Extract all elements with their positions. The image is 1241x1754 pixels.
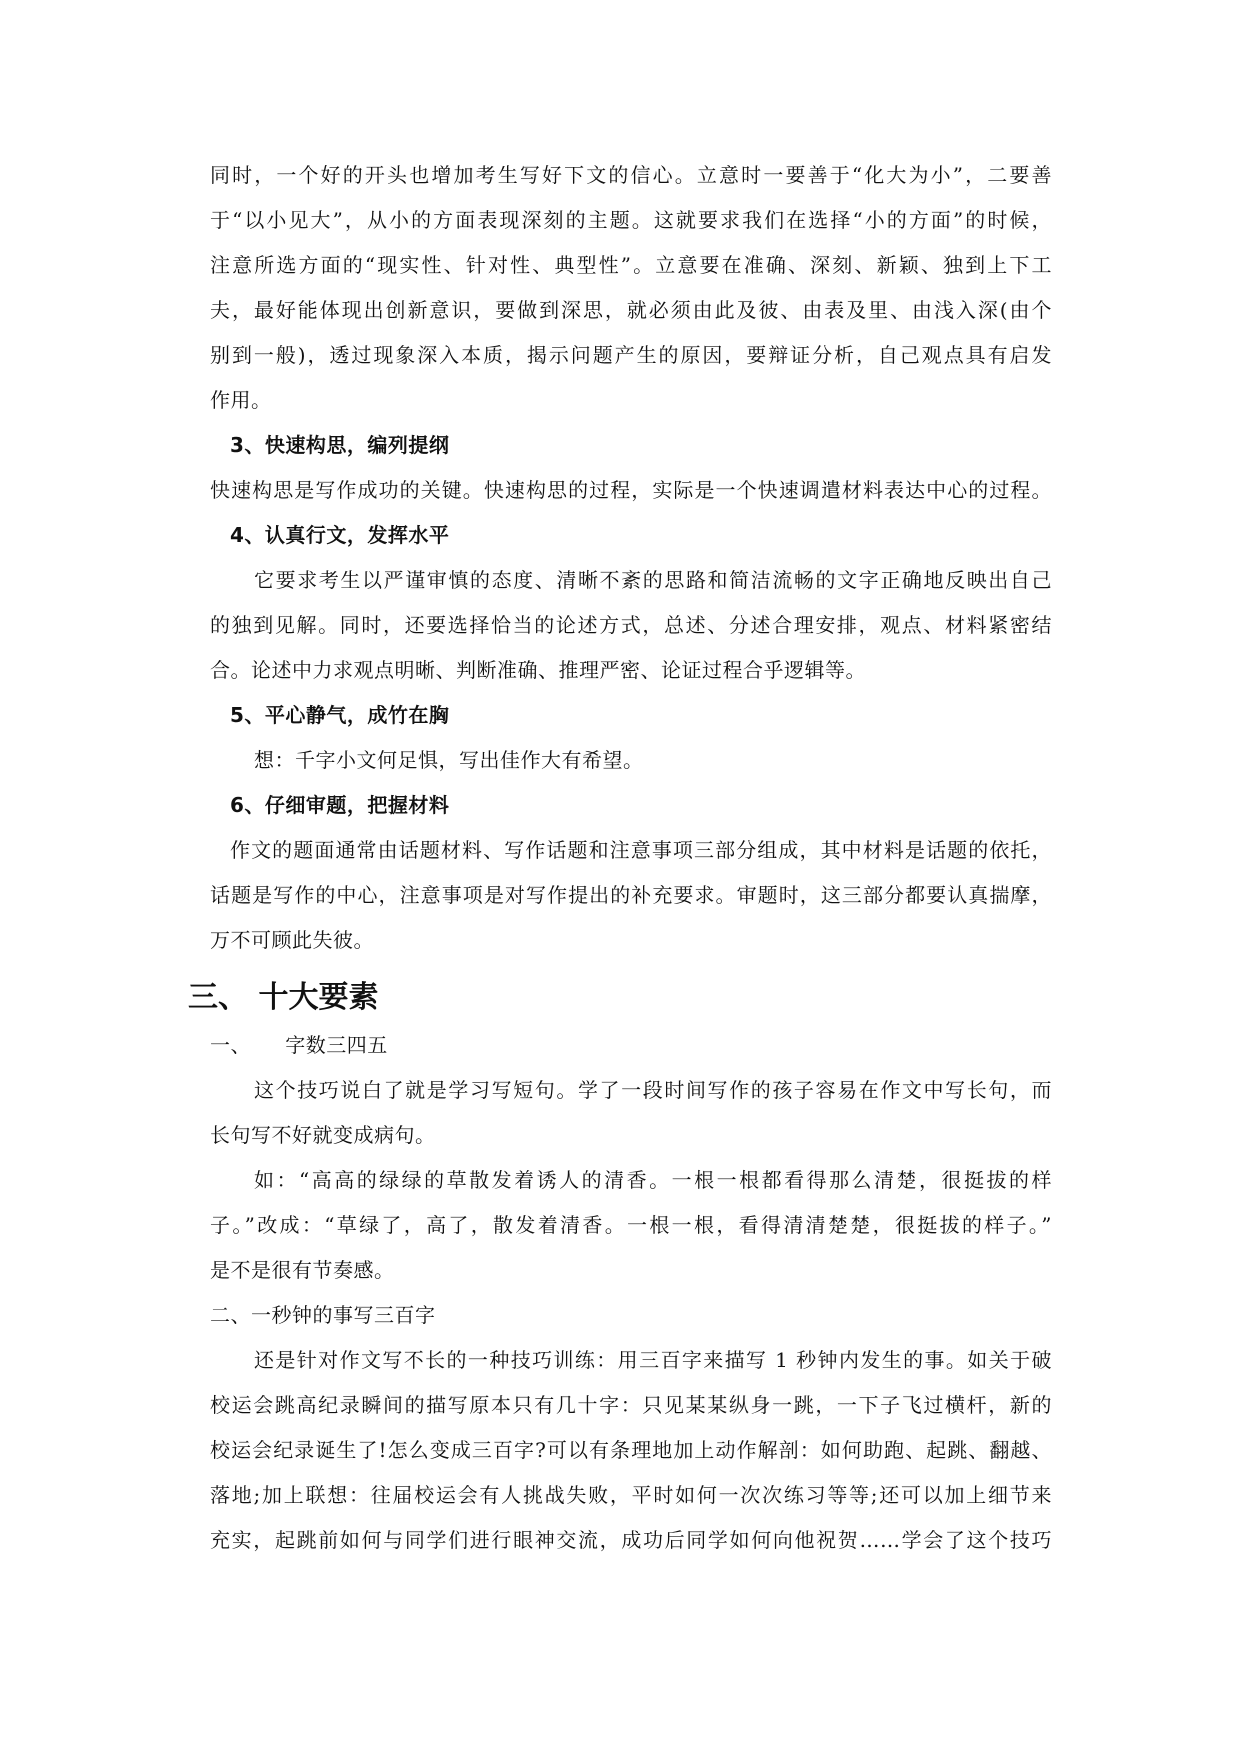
paragraph-line: 还是针对作文写不长的一种技巧训练：用三百字来描写 1 秒钟内发生的事。如关于破 [254,1348,1052,1372]
paragraph-line: 别到一般)，透过现象深入本质，揭示问题产生的原因，要辩证分析，自己观点具有启发 [210,343,1052,367]
paragraph-line: 快速构思是写作成功的关键。快速构思的过程，实际是一个快速调遣材料表达中心的过程。 [210,478,1052,502]
tip-heading: 6、仔细审题，把握材料 [230,793,450,817]
paragraph-line: 同时，一个好的开头也增加考生写好下文的信心。立意时一要善于“化大为小”，二要善 [210,163,1052,187]
element-heading: 二、一秒钟的事写三百字 [210,1303,436,1327]
paragraph-line: 的独到见解。同时，还要选择恰当的论述方式，总述、分述合理安排，观点、材料紧密结 [210,613,1052,637]
paragraph-line: 长句写不好就变成病句。 [210,1123,436,1147]
paragraph-line: 校运会纪录诞生了!怎么变成三百字?可以有条理地加上动作解剖：如何助跑、起跳、翻越、 [210,1438,1052,1462]
paragraph-line: 它要求考生以严谨审慎的态度、清晰不紊的思路和简洁流畅的文字正确地反映出自己 [254,568,1052,592]
paragraph-line: 夫，最好能体现出创新意识，要做到深思，就必须由此及彼、由表及里、由浅入深(由个 [210,298,1052,322]
section-title: 三、 十大要素 [188,980,379,1015]
tip-heading: 3、快速构思，编列提纲 [230,433,450,457]
paragraph-line: 如：“高高的绿绿的草散发着诱人的清香。一根一根都看得那么清楚，很挺拔的样 [254,1168,1052,1192]
paragraph-line: 想：千字小文何足惧，写出佳作大有希望。 [254,748,644,772]
paragraph-line: 是不是很有节奏感。 [210,1258,395,1282]
tip-heading: 4、认真行文，发挥水平 [230,523,450,547]
paragraph-line: 这个技巧说白了就是学习写短句。学了一段时间写作的孩子容易在作文中写长句，而 [254,1078,1052,1102]
paragraph-line: 万不可顾此失彼。 [210,928,374,952]
paragraph-line: 注意所选方面的“现实性、针对性、典型性”。立意要在准确、深刻、新颖、独到上下工 [210,253,1052,277]
paragraph-line: 充实，起跳前如何与同学们进行眼神交流，成功后同学如何向他祝贺……学会了这个技巧 [210,1528,1052,1552]
paragraph-line: 于“以小见大”，从小的方面表现深刻的主题。这就要求我们在选择“小的方面”的时候， [210,208,1052,232]
paragraph-line: 落地;加上联想：往届校运会有人挑战失败，平时如何一次次练习等等;还可以加上细节来 [210,1483,1052,1507]
paragraph-line: 作文的题面通常由话题材料、写作话题和注意事项三部分组成，其中材料是话题的依托， [230,838,1052,862]
paragraph-line: 子。”改成：“草绿了，高了，散发着清香。一根一根，看得清清楚楚，很挺拔的样子。” [210,1213,1052,1237]
paragraph-line: 合。论述中力求观点明晰、判断准确、推理严密、论证过程合乎逻辑等。 [210,658,866,682]
paragraph-line: 作用。 [210,388,272,412]
paragraph-line: 校运会跳高纪录瞬间的描写原本只有几十字：只见某某纵身一跳，一下子飞过横杆，新的 [210,1393,1052,1417]
paragraph-line: 话题是写作的中心，注意事项是对写作提出的补充要求。审题时，这三部分都要认真揣摩， [210,883,1052,907]
tip-heading: 5、平心静气，成竹在胸 [230,703,450,727]
element-heading: 一、 字数三四五 [210,1033,388,1057]
